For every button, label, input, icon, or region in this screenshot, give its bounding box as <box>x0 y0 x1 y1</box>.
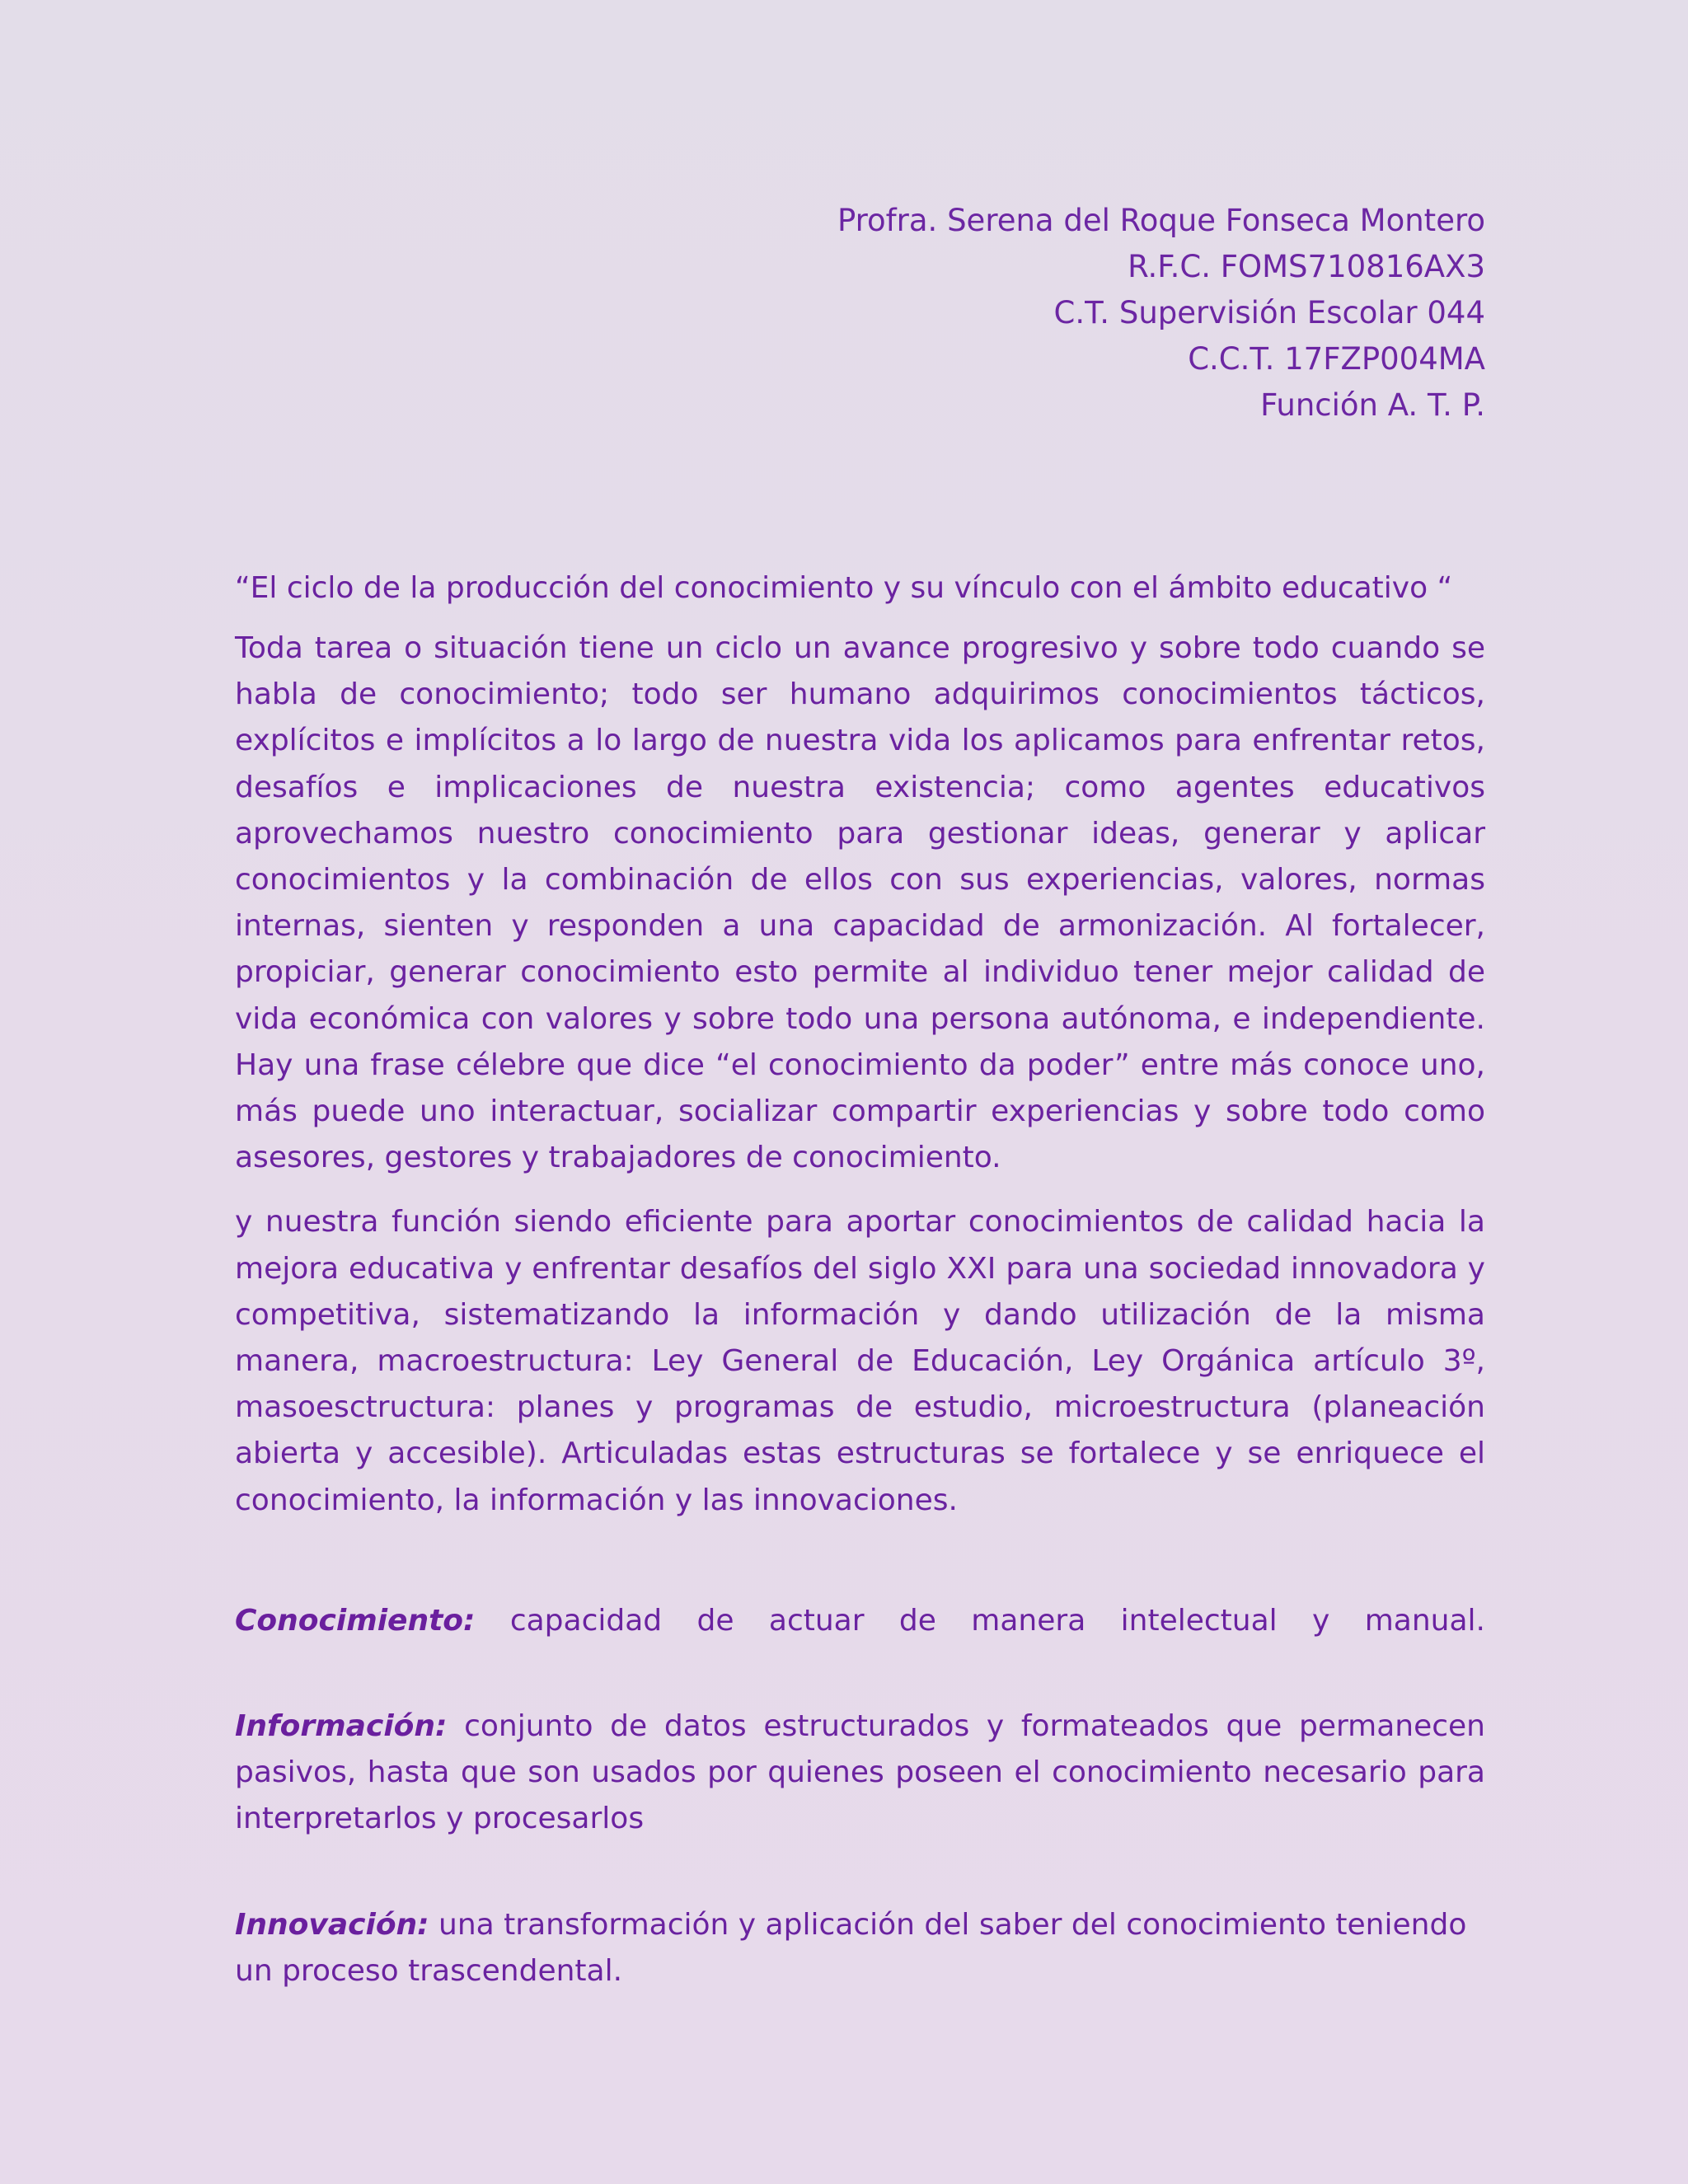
document-title: “El ciclo de la producción del conocimiento y su vínculo con el ámbito educativo “ <box>235 571 1453 605</box>
definition-innovacion <box>235 1902 1485 1994</box>
definition-conocimiento <box>235 1598 1485 1644</box>
author-function: Función A. T. P. <box>1260 387 1485 423</box>
definition-term-informacion: Información: <box>235 1709 448 1744</box>
author-ct: C.T. Supervisión Escolar 044 <box>1053 295 1485 330</box>
author-rfc: R.F.C. FOMS710816AX3 <box>1128 249 1485 284</box>
author-name: Profra. Serena del Roque Fonseca Montero <box>837 203 1485 238</box>
definition-informacion <box>235 1704 1485 1843</box>
body-paragraph-1: Toda tarea o situación tiene un ciclo un avance progresivo y sobre todo cuando se habla de conocimiento; todo ser humano adquirimos conocimientos tácticos, explícitos e implícitos a lo largo de nuestra vida los aplicamos para enfrentar retos, desafíos e implicaciones de nuestra existencia; como agentes educativos aprovechamos nuestro conocimiento para gestionar ideas, generar y aplicar conocimientos y la combinación de ellos con sus experiencias, valores, normas internas, sienten y responden a una capacidad de armonización. Al fortalecer, propiciar, generar conocimiento esto permite al individuo tener mejor calidad de vida económica con valores y sobre todo una persona autónoma, e independiente. Hay una frase célebre que dice “el conocimiento da poder” entre más conoce uno, más puede uno interactuar, socializar compartir experiencias y sobre todo como asesores, gestores y trabajadores de conocimiento. <box>235 631 1485 1175</box>
document-content <box>235 563 1485 1994</box>
definition-text-innovacion: una transformación y aplicación del saber del conocimiento teniendo un proceso trascendental. <box>235 1907 1467 1988</box>
definition-text-conocimiento: capacidad de actuar de manera intelectual y manual. <box>475 1603 1485 1638</box>
body-paragraph-2: y nuestra función siendo eficiente para aportar conocimientos de calidad hacia la mejora educativa y enfrentar desafíos del siglo XXI para una sociedad innovadora y competitiva, sistematizando la información y dando utilización de la misma manera, macroestructura: Ley General de Educación, Ley Orgánica artículo 3º, masoesctructura: planes y programas de estudio, microestructura (planeación abierta y accesible). Articuladas estas estructuras se fortalece y se enriquece el conocimiento, la información y las innovaciones. <box>235 1205 1485 1517</box>
definition-term-conocimiento: Conocimiento: <box>235 1603 476 1638</box>
author-cct: C.C.T. 17FZP004MA <box>1188 341 1485 377</box>
definition-term-innovacion: Innovación: <box>235 1907 429 1942</box>
author-header <box>496 198 1485 429</box>
definition-text-informacion: conjunto de datos estructurados y formateados que permanecen pasivos, hasta que son usados por quienes poseen el conocimiento necesario para interpretarlos y procesarlos <box>235 1709 1485 1836</box>
